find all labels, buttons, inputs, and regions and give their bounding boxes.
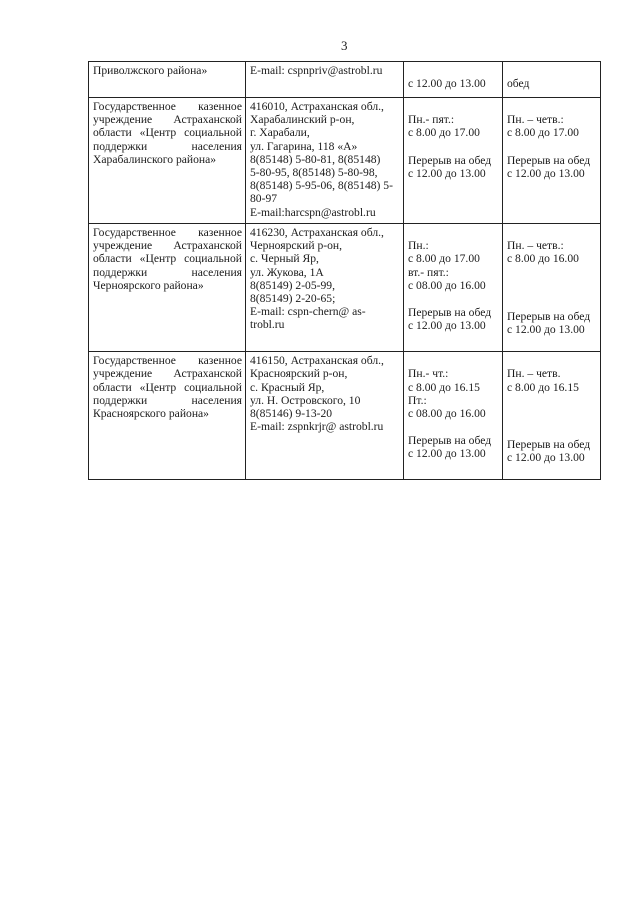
org-cell: Приволжского района» [89, 62, 246, 98]
schedule-2-hours: Пн. – четв.: с 8.00 до 17.00 [507, 113, 579, 140]
contacts-cell: 416010, Астраханская обл., Харабалинский р-он, г. Харабали, ул. Гагарина, 118 «А» 8(85148) 5-80-81, 8(85148) 5-80-95, 8(85148) 5-80-98, 8(85148) 5-95-06, 8(85148) 5-80-97 E-mail:harcspn@astrobl.ru [246, 98, 404, 224]
org-cell: Государственное казенное учреждение Астраханской области «Центр социальной поддержки населения Харабалинского района» [89, 98, 246, 224]
schedule-2-lunch: Перерыв на обед с 12.00 до 13.00 [507, 309, 591, 336]
schedule-1-hours: Пн.- пят.: с 8.00 до 17.00 [408, 113, 480, 140]
schedule-1-cell [404, 62, 503, 98]
contacts-cell: 416150, Астраханская обл., Красноярский р-он, с. Красный Яр, ул. Н. Островского, 10 8(85146) 9-13-20 E-mail: zspnkrjr@ astrobl.ru [246, 352, 404, 480]
contacts-cell: E-mail: cspnpriv@astrobl.ru [246, 62, 404, 98]
schedule-1-lunch: Перерыв на обед с 12.00 до 13.00 [408, 153, 492, 180]
schedule-1-hours: Пн.: с 8.00 до 17.00 вт.- пят.: с 08.00 до 16.00 [408, 239, 486, 292]
schedule-1-hours: Пн.- чт.: с 8.00 до 16.15 Пт.: с 08.00 до 16.00 [408, 367, 486, 421]
table-row [89, 352, 601, 480]
table-row [89, 98, 601, 224]
table-row [89, 224, 601, 352]
schedule-1-cell [404, 224, 503, 352]
schedule-2-hours: Пн. – четв. с 8.00 до 16.15 [507, 367, 579, 394]
schedule-1-lunch: Перерыв на обед с 12.00 до 13.00 [408, 434, 492, 461]
org-cell: Государственное казенное учреждение Астраханской области «Центр социальной поддержки населения Красноярского района» [89, 352, 246, 480]
schedule-2-cell [503, 98, 601, 224]
org-cell: Государственное казенное учреждение Астраханской области «Центр социальной поддержки населения Черноярского района» [89, 224, 246, 352]
institutions-table [88, 61, 601, 480]
schedule-2-cell [503, 352, 601, 480]
schedule-2-hours: обед [507, 77, 530, 91]
contacts-cell: 416230, Астраханская обл., Черноярский р-он, с. Черный Яр, ул. Жукова, 1А 8(85149) 2-05-99, 8(85149) 2-20-65; E-mail: cspn-chern@ as-trobl.ru [246, 224, 404, 352]
schedule-1-cell [404, 352, 503, 480]
schedule-2-hours: Пн. – четв.: с 8.00 до 16.00 [507, 239, 579, 266]
schedule-1-hours: с 12.00 до 13.00 [408, 77, 486, 91]
schedule-2-cell [503, 62, 601, 98]
schedule-2-cell [503, 224, 601, 352]
schedule-1-lunch: Перерыв на обед с 12.00 до 13.00 [408, 306, 492, 333]
page-number: 3 [341, 38, 348, 53]
schedule-2-lunch: Перерыв на обед с 12.00 до 13.00 [507, 437, 591, 465]
schedule-1-cell [404, 98, 503, 224]
schedule-2-lunch: Перерыв на обед с 12.00 до 13.00 [507, 153, 591, 180]
table-row [89, 62, 601, 98]
